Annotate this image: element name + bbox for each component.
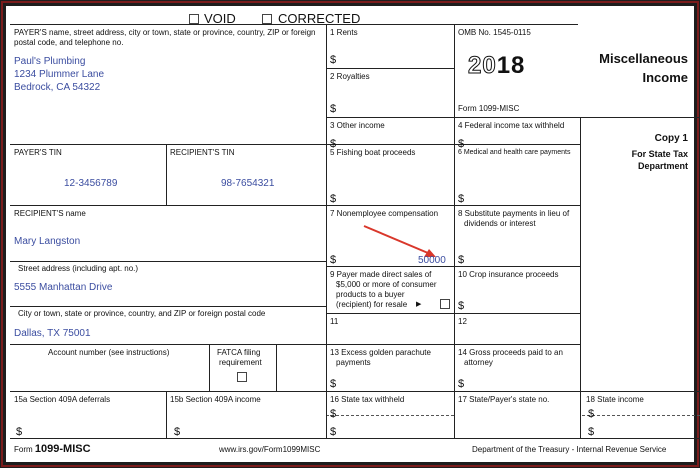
box6-dollar: $ (458, 193, 465, 205)
account-number-label: Account number (see instructions) (48, 348, 170, 357)
box18-dollar-1: $ (588, 408, 595, 420)
box15a-dollar: $ (16, 426, 23, 438)
box9-arrow-icon: ▶ (416, 301, 422, 308)
payer-street[interactable]: 1234 Plummer Lane (14, 69, 105, 80)
corrected-checkbox[interactable] (262, 14, 272, 24)
year-suffix: 18 (496, 52, 526, 79)
box15a-label: 15a Section 409A deferrals (14, 395, 111, 404)
payer-tin-label: PAYER'S TIN (14, 148, 62, 157)
box16-dollar-1: $ (330, 408, 337, 420)
box4-dollar: $ (458, 138, 465, 150)
form-title-line2: Income (642, 70, 688, 85)
omb-number: OMB No. 1545-0115 (458, 28, 531, 37)
form-title-line1: Miscellaneous (599, 51, 688, 66)
recipient-tin-value[interactable]: 98-7654321 (221, 178, 275, 189)
box8-label-line1: 8 Substitute payments in lieu of (458, 209, 570, 218)
payer-tin-value[interactable]: 12-3456789 (64, 178, 118, 189)
copy-line1: Copy 1 (654, 133, 688, 144)
recipient-name[interactable]: Mary Langston (14, 236, 81, 247)
box16-dollar-2: $ (330, 426, 337, 438)
payer-city[interactable]: Bedrock, CA 54322 (14, 82, 101, 93)
box11-label: 11 (330, 317, 339, 326)
box14-label-line1: 14 Gross proceeds paid to an (458, 348, 563, 357)
box6-label: 6 Medical and health care payments (458, 149, 571, 156)
fatca-checkbox[interactable] (237, 372, 247, 382)
footer-url[interactable]: www.irs.gov/Form1099MISC (219, 445, 321, 454)
year-prefix: 20 (468, 52, 497, 79)
box9-label-line2: $5,000 or more of consumer (336, 280, 437, 289)
box8-dollar: $ (458, 254, 465, 266)
box5-label: 5 Fishing boat proceeds (330, 148, 416, 157)
box1-label: 1 Rents (330, 28, 358, 37)
footer-form (14, 443, 91, 455)
tax-year (468, 52, 525, 80)
box18-dollar-2: $ (588, 426, 595, 438)
recipient-city[interactable]: Dallas, TX 75001 (14, 328, 91, 339)
box9-label-line1: 9 Payer made direct sales of (330, 270, 432, 279)
box5-dollar: $ (330, 193, 337, 205)
box7-label: 7 Nonemployee compensation (330, 209, 439, 218)
copy-line3: Department (637, 161, 688, 171)
box3-label: 3 Other income (330, 121, 385, 130)
box18-label: 18 State income (586, 395, 644, 404)
box14-dollar: $ (458, 378, 465, 390)
box7-dollar: $ (330, 254, 337, 266)
void-checkbox[interactable] (189, 14, 199, 24)
box9-label-line3: products to a buyer (336, 290, 405, 299)
box17-label: 17 State/Payer's state no. (458, 395, 550, 404)
recipient-city-label: City or town, state or province, country, and ZIP or foreign postal code (18, 309, 266, 318)
footer-form-name: 1099-MISC (34, 443, 91, 455)
box14-label-line2: attorney (464, 358, 493, 367)
footer-form-prefix: Form (14, 445, 33, 454)
box15b-dollar: $ (174, 426, 181, 438)
box7-value[interactable]: 50000 (418, 255, 446, 266)
recipient-name-label: RECIPIENT'S name (14, 209, 86, 218)
recipient-street[interactable]: 5555 Manhattan Drive (14, 282, 113, 293)
footer-department: Department of the Treasury - Internal Revenue Service (472, 445, 667, 454)
box13-label-line1: 13 Excess golden parachute (330, 348, 431, 357)
corrected-label: CORRECTED (278, 11, 361, 26)
box2-dollar: $ (330, 103, 337, 115)
recipient-tin-label: RECIPIENT'S TIN (170, 148, 235, 157)
box2-label: 2 Royalties (330, 72, 370, 81)
box15b-label: 15b Section 409A income (170, 395, 261, 404)
fatca-label-line2: requirement (219, 358, 262, 367)
recipient-street-label: Street address (including apt. no.) (18, 264, 139, 273)
box16-label: 16 State tax withheld (330, 395, 405, 404)
box9-label-line4: (recipient) for resale (336, 300, 408, 309)
box13-label-line2: payments (336, 358, 371, 367)
box8-label-line2: dividends or interest (464, 219, 536, 228)
box4-label: 4 Federal income tax withheld (458, 121, 565, 130)
box3-dollar: $ (330, 138, 337, 150)
form-label-top: Form 1099-MISC (458, 104, 520, 113)
fatca-label-line1: FATCA filing (217, 348, 261, 357)
copy-line2: For State Tax (631, 149, 688, 159)
box10-label: 10 Crop insurance proceeds (458, 270, 559, 279)
box13-dollar: $ (330, 378, 337, 390)
box1-dollar: $ (330, 54, 337, 66)
void-label: VOID (204, 11, 236, 26)
payer-label: PAYER'S name, street address, city or town, state or province, country, ZIP or foreign postal code, and telephone no. (14, 28, 316, 47)
box10-dollar: $ (458, 300, 465, 312)
payer-name[interactable]: Paul's Plumbing (14, 56, 86, 67)
box12-label: 12 (458, 317, 467, 326)
box9-checkbox[interactable] (440, 299, 450, 309)
